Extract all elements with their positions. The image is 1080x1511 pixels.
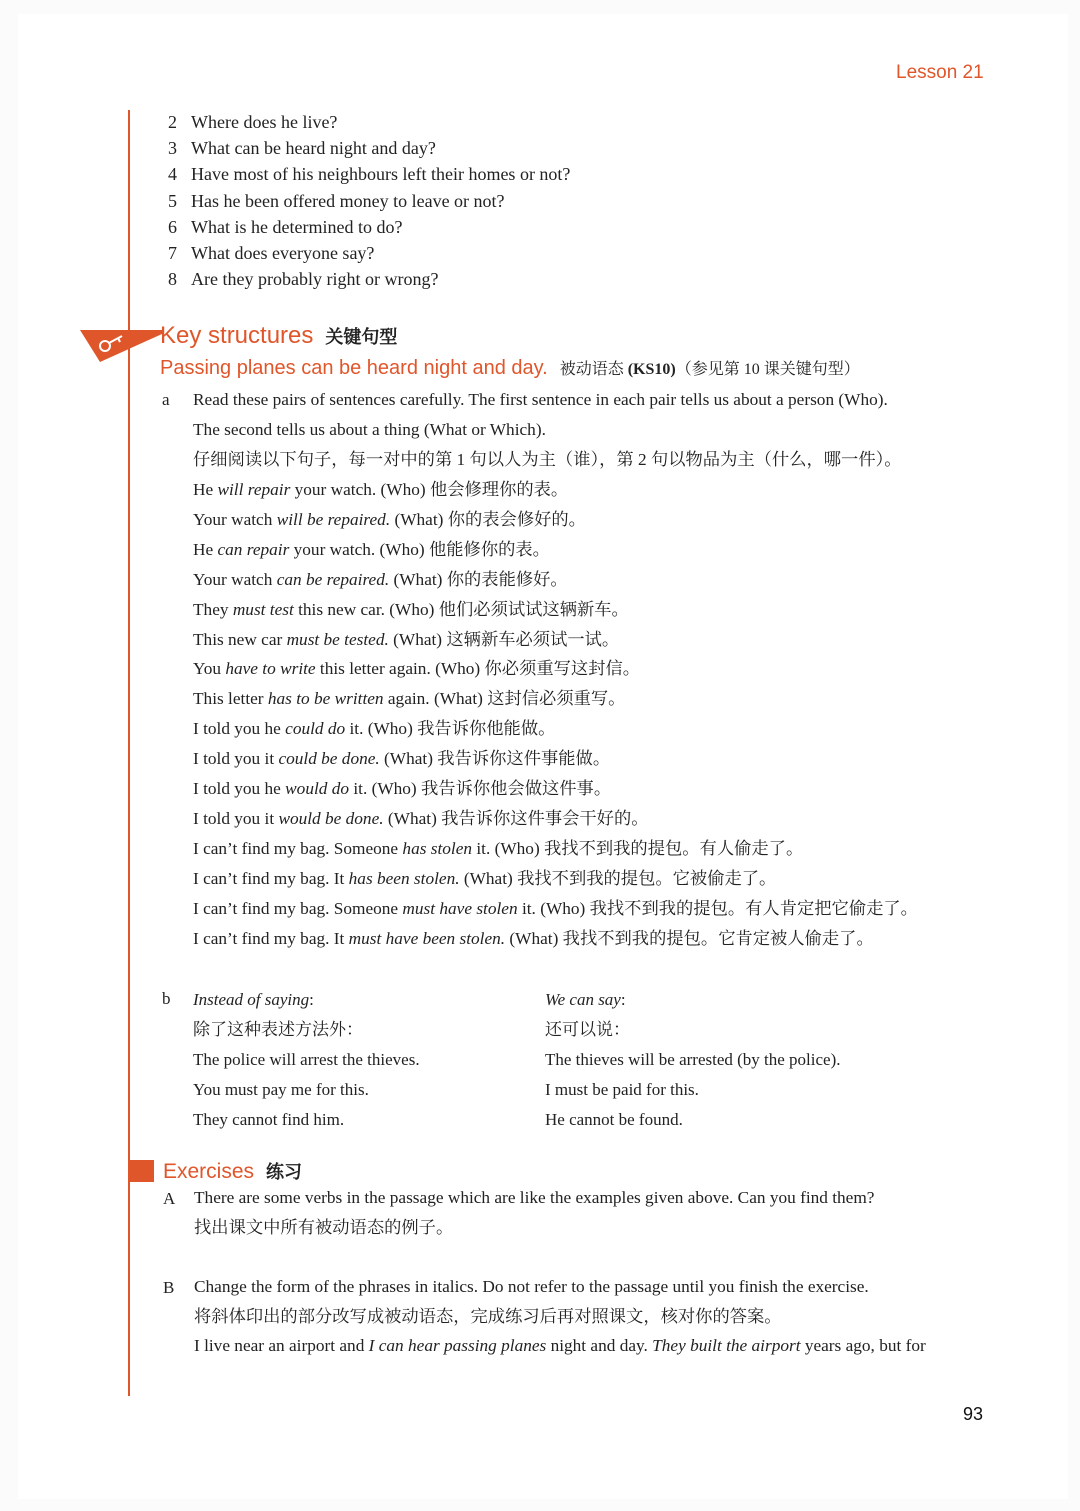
italic-phrase: have to write (225, 659, 316, 679)
text-segment: He (193, 479, 218, 499)
exercises-title-zh: 练习 (266, 1162, 303, 1183)
text-segment: This letter (193, 689, 268, 709)
text-segment: this new car. (Who) 他们必须试试这辆新车。 (293, 599, 629, 619)
text-segment: : (620, 990, 626, 1009)
lesson-label: Lesson 21 (896, 62, 984, 83)
section-b-right-column (545, 985, 841, 1135)
text-segment: (What) 你的表能修好。 (389, 569, 568, 589)
italic-phrase: must have stolen (402, 898, 518, 918)
text-segment: I must be paid for this. (545, 1080, 699, 1099)
sentence-line (193, 774, 918, 804)
question-text: Has he been offered money to leave or not? (191, 190, 505, 211)
italic-phrase: would be done. (278, 809, 384, 829)
italic-phrase: can repair (217, 539, 290, 559)
exercise-b-line (194, 1302, 926, 1332)
text-segment: Your watch (193, 569, 277, 589)
text-segment: (What) 我告诉你这件事会干好的。 (383, 809, 649, 829)
text-segment: 找出课文中所有被动语态的例子。 (194, 1217, 454, 1237)
question-text: What is he determined to do? (191, 216, 403, 237)
text-segment: I told you it (193, 809, 279, 829)
sentence-line (193, 475, 918, 505)
sentence-line (193, 864, 918, 894)
sentence-line (193, 714, 918, 744)
text-segment: (What) 我找不到我的提包。它肯定被人偷走了。 (505, 928, 874, 948)
key-icon (80, 326, 162, 364)
exercises-title: Exercises (163, 1160, 255, 1183)
text-segment: it. (Who) 我找不到我的提包。有人肯定把它偷走了。 (517, 898, 918, 918)
text-segment: The thieves will be arrested (by the police). (545, 1050, 841, 1069)
text-segment: (What) 我找不到我的提包。它被偷走了。 (459, 869, 777, 888)
question-item (168, 135, 570, 161)
italic-phrase: We can say (545, 990, 621, 1009)
question-text: Where does he live? (191, 112, 338, 132)
text-segment: I told you it (193, 749, 279, 769)
question-number: 2 (168, 112, 177, 132)
sentence-line (193, 505, 918, 535)
exercise-b-lines (194, 1272, 926, 1361)
can-say-line (545, 1045, 841, 1075)
instead-line (193, 1015, 420, 1045)
instead-line (193, 1075, 420, 1105)
tag-code: (KS10) (627, 361, 676, 378)
sentence-line (193, 684, 918, 714)
text-segment: your watch. (Who) 他会修理你的表。 (290, 479, 569, 499)
section-a-letter: a (162, 390, 170, 409)
text-segment: He cannot be found. (545, 1110, 683, 1129)
exercise-b-letter: B (163, 1278, 175, 1297)
question-text: Have most of his neighbours left their homes or not? (191, 164, 571, 185)
sentence-line (193, 565, 918, 595)
italic-phrase: must test (232, 599, 294, 619)
key-structure-tag (560, 361, 860, 378)
italic-phrase: Instead of saying (193, 990, 310, 1009)
question-text: What does everyone say? (191, 242, 375, 263)
sentence-line (193, 535, 918, 565)
text-segment: 除了这种表述方法外： (193, 1020, 363, 1039)
instead-line (193, 1105, 420, 1135)
key-structure-subtitle-line (160, 356, 860, 380)
italic-phrase: I can hear passing planes (368, 1336, 547, 1355)
question-text: Are they probably right or wrong? (191, 269, 439, 290)
italic-phrase: has been stolen. (348, 869, 460, 888)
text-segment: Change the form of the phrases in italics. Do not refer to the passage until you finish the exercise. (194, 1277, 869, 1296)
text-segment: : (309, 990, 314, 1009)
text-segment: (What) 我告诉你这件事能做。 (379, 749, 611, 769)
question-item (168, 266, 570, 292)
text-segment: 仔细阅读以下句子，每一对中的第 1 句以人为主（谁），第 2 句以物品为主（什么，哪一件）。 (193, 449, 902, 469)
tag-ref: （参见第 10 课关键句型） (675, 361, 860, 378)
instead-line (193, 985, 420, 1015)
question-number: 3 (168, 138, 177, 159)
key-structures-title: Key structures (160, 322, 314, 349)
text-segment: You (193, 659, 226, 679)
instead-line (193, 1045, 420, 1075)
exercise-a-letter: A (163, 1189, 176, 1208)
text-segment: I can’t find my bag. It (193, 928, 349, 948)
text-segment: 还可以说： (545, 1020, 630, 1039)
question-text: What can be heard night and day? (191, 138, 436, 159)
question-list (168, 109, 570, 292)
page-number: 93 (963, 1404, 984, 1424)
can-say-line (545, 985, 841, 1015)
question-item (168, 161, 570, 187)
exercise-a-lines (194, 1183, 874, 1242)
question-item (168, 188, 570, 214)
italic-phrase: would do (285, 779, 350, 799)
sentence-line (193, 385, 918, 415)
text-segment: it. (Who) 我告诉你他会做这件事。 (349, 779, 612, 799)
section-a-lines (193, 385, 918, 954)
text-segment: The second tells us about a thing (What or Which). (193, 419, 546, 439)
exercise-b-line (194, 1272, 926, 1302)
text-segment: it. (Who) 我找不到我的提包。有人偷走了。 (472, 839, 804, 859)
sentence-line (193, 924, 918, 954)
italic-phrase: They built the airport (652, 1336, 801, 1355)
sentence-line (193, 654, 918, 684)
section-b-letter: b (162, 989, 171, 1008)
text-segment: They (193, 599, 233, 619)
section-b-left-column (193, 985, 420, 1135)
sentence-line (193, 834, 918, 864)
tag-zh: 被动语态 (559, 361, 624, 378)
text-segment: (What) 你的表会修好的。 (390, 509, 586, 529)
text-segment: (What) 这辆新车必须试一试。 (388, 629, 620, 649)
question-number: 5 (168, 190, 177, 211)
exercises-heading (163, 1158, 302, 1184)
italic-phrase: will be repaired. (276, 509, 391, 529)
text-segment: it. (Who) 我告诉你他能做。 (345, 719, 556, 739)
italic-phrase: must have been stolen. (348, 928, 506, 948)
text-segment: your watch. (Who) 他能修你的表。 (289, 539, 550, 559)
text-segment: this letter again. (Who) 你必须重写这封信。 (315, 659, 641, 679)
text-segment: Your watch (193, 509, 277, 529)
italic-phrase: has stolen (402, 839, 473, 859)
italic-phrase: could be done. (278, 749, 380, 769)
text-segment: years ago, but for (800, 1336, 926, 1355)
text-segment: You must pay me for this. (193, 1080, 369, 1099)
question-item (168, 240, 570, 266)
question-number: 4 (168, 164, 177, 185)
can-say-line (545, 1015, 841, 1045)
text-segment: Read these pairs of sentences carefully. The first sentence in each pair tells us about a person (Who). (193, 390, 888, 409)
question-item (168, 109, 570, 135)
italic-phrase: must be tested. (286, 629, 389, 649)
text-segment: night and day. (546, 1336, 653, 1355)
italic-phrase: will repair (217, 479, 291, 499)
text-segment: I told you he (193, 719, 286, 739)
exercise-b-line (194, 1331, 926, 1361)
exercise-a-line (194, 1183, 874, 1213)
key-structures-title-zh: 关键句型 (325, 327, 398, 348)
margin-rule (128, 110, 130, 1396)
sentence-line (193, 625, 918, 655)
sentence-line (193, 415, 918, 445)
sentence-line (193, 894, 918, 924)
question-number: 8 (168, 269, 177, 290)
italic-phrase: could do (285, 719, 346, 739)
text-segment: 将斜体印出的部分改写成被动语态，完成练习后再对照课文，核对你的答案。 (194, 1306, 782, 1326)
question-number: 6 (168, 216, 177, 237)
text-segment: I can’t find my bag. Someone (193, 898, 403, 918)
italic-phrase: has to be written (267, 689, 384, 709)
sentence-line (193, 595, 918, 625)
text-segment: I live near an airport and (194, 1336, 369, 1355)
sentence-line (193, 804, 918, 834)
text-segment: I told you he (193, 779, 286, 799)
text-segment: again. (What) 这封信必须重写。 (383, 689, 626, 709)
key-structures-heading (160, 322, 397, 350)
text-segment: They cannot find him. (193, 1110, 345, 1129)
can-say-line (545, 1075, 841, 1105)
text-segment: He (193, 539, 218, 559)
text-segment: I can’t find my bag. It (193, 869, 349, 888)
key-structure-subtitle: Passing planes can be heard night and day. (160, 357, 548, 379)
text-segment: There are some verbs in the passage which are like the examples given above. Can you find them? (194, 1188, 875, 1207)
can-say-line (545, 1105, 841, 1135)
text-segment: The police will arrest the thieves. (193, 1050, 420, 1069)
text-segment: This new car (193, 629, 287, 649)
exercise-a-line (194, 1213, 874, 1243)
text-segment: I can’t find my bag. Someone (193, 839, 403, 859)
sentence-line (193, 445, 918, 475)
italic-phrase: can be repaired. (276, 569, 390, 589)
question-item (168, 214, 570, 240)
exercises-marker (130, 1160, 154, 1182)
sentence-line (193, 744, 918, 774)
question-number: 7 (168, 242, 177, 263)
